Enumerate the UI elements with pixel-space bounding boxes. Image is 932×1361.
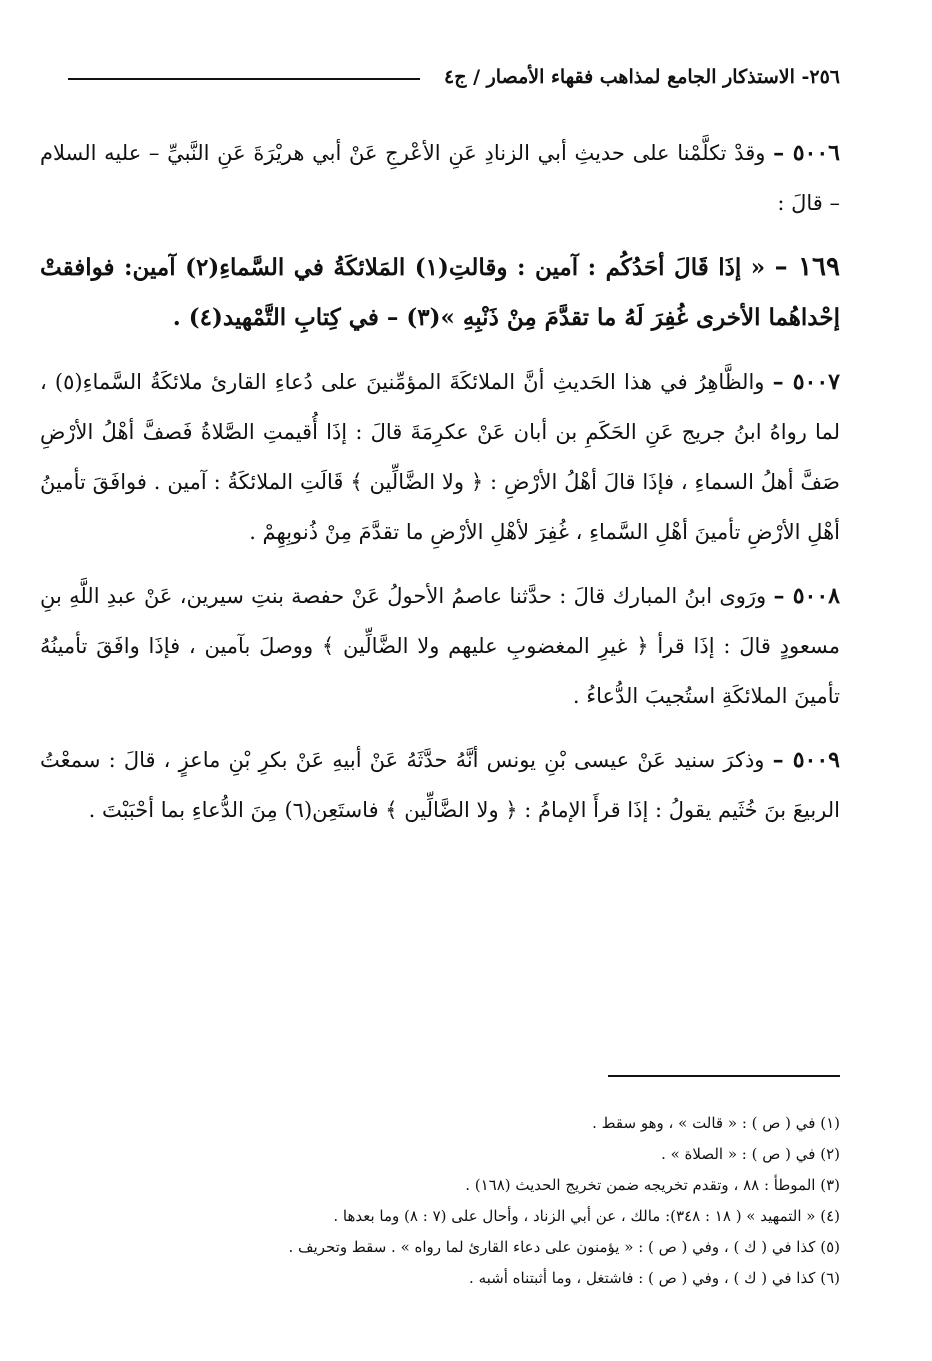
book-page xyxy=(40,0,840,1361)
paragraph-5009 xyxy=(40,735,840,835)
paragraph-text: وقدْ تكلَّمْنا على حديثِ أبي الزنادِ عَنِ الأعْرجِ عَنْ أبي هريْرَةَ عَنِ النَّبيِّ – عليه السلام – قالَ : xyxy=(40,141,840,215)
footnote-4: (٤) « التمهيد » ( ١٨ : ٣٤٨): مالك ، عن أبي الزناد ، وأحال على (٧ : ٨) وما بعدها . xyxy=(333,1207,840,1225)
footnote-5: (٥) كذا في ( ك ) ، وفي ( ص ) : « يؤمنون على دعاء القارئ لما رواه » . سقط وتحريف . xyxy=(288,1238,840,1256)
footnote-2: (٢) في ( ص ) : « الصلاة » . xyxy=(661,1145,840,1163)
header-rule xyxy=(68,78,420,80)
hadith-text: « إذَا قَالَ أحَدُكُم : آمين : وقالتِ(١) المَلائكَةُ في السَّماءِ(٢) آمين: فوافقتْ إحْداهُما الأخرى غُفِرَ لَهُ ما تقدَّمَ مِنْ ذَنْبِهِ »(٣) – في كِتابِ التَّمْهيد(٤) . xyxy=(40,254,840,331)
page-header xyxy=(40,66,840,106)
footnote-6: (٦) كذا في ( ك ) ، وفي ( ص ) : فاشتغل ، وما أثبتناه أشبه . xyxy=(469,1269,840,1287)
main-text xyxy=(40,128,840,849)
paragraph-number: ٥٠٠٩ – xyxy=(772,747,840,773)
footnote-1: (١) في ( ص ) : « قالت » ، وهو سقط . xyxy=(592,1114,840,1132)
paragraph-5008 xyxy=(40,571,840,721)
footnote-3: (٣) الموطأ : ٨٨ ، وتقدم تخريجه ضمن تخريج الحديث (١٦٨) . xyxy=(465,1176,840,1194)
paragraph-number: ٥٠٠٨ – xyxy=(773,583,840,609)
paragraph-number: ٥٠٠٧ – xyxy=(772,369,840,395)
footnote-separator xyxy=(608,1075,840,1077)
hadith-169 xyxy=(40,242,840,343)
paragraph-5007 xyxy=(40,357,840,557)
paragraph-text: ورَوى ابنُ المبارك قالَ : حدَّثنا عاصمُ الأحولُ عَنْ حفصة بنتِ سيرين، عَنْ عبدِ اللَّهِ بنِ مسعودٍ قالَ : إذَا قرأ ﴿ غيرِ المغضوبِ عليهم ولا الضَّالِّين ﴾ ووصلَ بآمين ، فإذَا وافَقَ تأمينُهُ تأمينَ الملائكَةِ استُجيبَ الدُّعاءُ . xyxy=(40,584,840,708)
footnotes xyxy=(50,1108,840,1294)
paragraph-text: وذكرَ سنيد عَنْ عيسى بْنِ يونس أنَّهُ حدَّثَهُ عَنْ أبيهِ عَنْ بكرِ بْنِ ماعزٍ ، قالَ : سمعْتُ الربيعَ بنَ خُثَيم يقولُ : إذَا قرأَ الإمامُ : ﴿ ولا الضَّالِّين ﴾ فاستَعِن(٦) مِنَ الدُّعاءِ بما أحْبَبْتَ . xyxy=(40,748,840,822)
running-header: ٢٥٦- الاستذكار الجامع لمذاهب فقهاء الأمصار / ج٤ xyxy=(443,66,840,88)
hadith-number: ١٦٩ – xyxy=(774,252,840,282)
paragraph-5006 xyxy=(40,128,840,228)
paragraph-text: والظَّاهِرُ في هذا الحَديثِ أنَّ الملائكَةَ المؤمِّنينَ على دُعاءِ القارئ ملائكَةُ السَّماءِ(٥) ، لما رواهُ ابنُ جريج عَنِ الحَكَمِ بن أبان عَنْ عكرِمَةَ قالَ : إذَا أُقيمتِ الصَّلاةُ فَصفَّ أهْلُ الأرْضِ صَفَّ أهلُ السماءِ ، فإذَا قالَ أهْلُ الأرْضِ : ﴿ ولا الضَّالِّين ﴾ قَالَتِ الملائكَةُ : آمين . فوافَقَ تأمينُ أهْلِ الأرْضِ تأمينَ أهْلِ السَّماءِ ، غُفِرَ لأهْلِ الأرْضِ ما تقدَّمَ مِنْ ذُنوبِهِمْ . xyxy=(40,370,840,544)
paragraph-number: ٥٠٠٦ – xyxy=(773,140,840,166)
